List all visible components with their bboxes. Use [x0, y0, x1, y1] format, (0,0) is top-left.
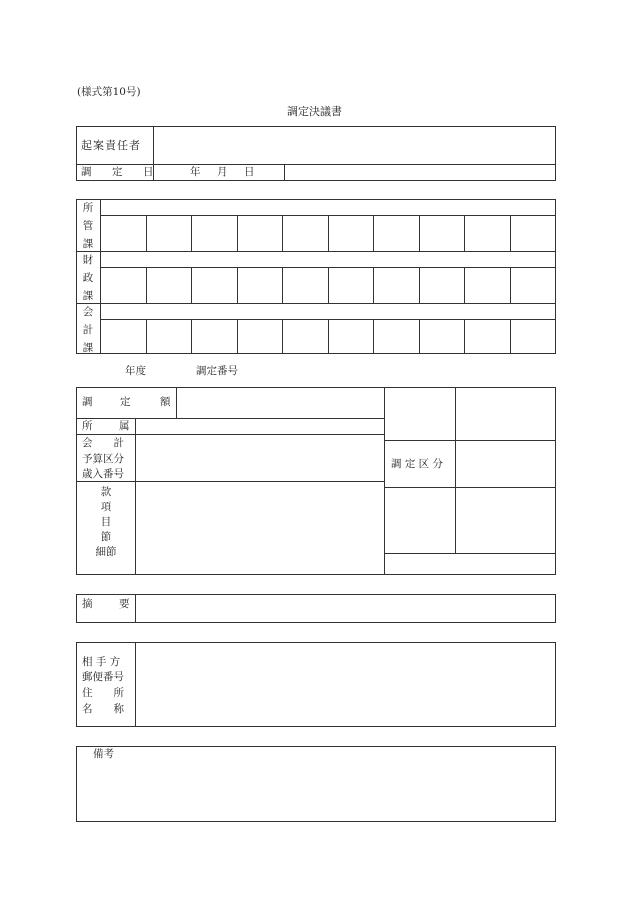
date-extra-field[interactable] — [285, 165, 555, 180]
form-number: (様式第10号) — [77, 86, 141, 98]
amount-label-char-2: 定 — [120, 396, 131, 408]
assessment-number-label: 調定番号 — [196, 365, 238, 377]
summary-label-char-1: 摘 — [82, 598, 93, 610]
affiliation-field[interactable] — [136, 419, 383, 434]
accounting-label-char-3: 課 — [82, 342, 94, 354]
item-kan: 款 — [100, 486, 112, 498]
item-saisetsu: 細節 — [95, 546, 117, 558]
item-moku: 目 — [100, 516, 112, 528]
accounting-label-char-1: 会 — [82, 306, 94, 318]
party-line-1: 相 手 方 — [82, 656, 121, 668]
fiscal-year-label: 年度 — [125, 365, 146, 377]
document-title: 調定決議書 — [287, 105, 342, 118]
finance-label-char-1: 財 — [82, 254, 94, 266]
dept-label-char-3: 課 — [82, 238, 94, 250]
drafter-field[interactable] — [154, 127, 555, 164]
accounting-field[interactable] — [136, 435, 383, 481]
party-line-3: 住 所 — [82, 687, 124, 699]
category-field[interactable] — [456, 441, 555, 487]
accounting-label-char-2: 計 — [82, 324, 94, 336]
affiliation-label-char-2: 属 — [119, 420, 130, 432]
approval-frame — [76, 199, 556, 354]
item-kou: 項 — [100, 501, 112, 513]
category-label: 調 定 区 分 — [391, 458, 444, 470]
party-line-2: 郵便番号 — [82, 671, 124, 683]
summary-field[interactable] — [136, 595, 555, 622]
finance-label-char-2: 政 — [82, 272, 94, 284]
item-setsu: 節 — [100, 531, 112, 543]
items-field[interactable] — [136, 482, 383, 574]
date-label: 調 定 日 — [81, 166, 159, 178]
date-value[interactable]: 年 月 日 — [190, 166, 258, 178]
summary-label-char-2: 要 — [119, 598, 130, 610]
remarks-label: 備考 — [93, 748, 114, 760]
account-line-2: 予算区分 — [82, 453, 124, 465]
drafter-label: 起案責任者 — [81, 139, 141, 152]
party-line-4: 名 称 — [82, 703, 124, 715]
amount-field[interactable] — [177, 388, 383, 418]
affiliation-label-char-1: 所 — [82, 420, 93, 432]
account-line-3: 歳入番号 — [82, 468, 124, 480]
finance-label-char-3: 課 — [82, 290, 94, 302]
counterparty-field[interactable] — [136, 643, 555, 726]
amount-label-char-1: 調 — [82, 396, 93, 408]
amount-label-char-3: 額 — [160, 396, 171, 408]
dept-label-char-2: 管 — [82, 220, 94, 232]
dept-label-char-1: 所 — [82, 202, 94, 214]
account-line-1: 会 計 — [82, 437, 124, 449]
remarks-field[interactable] — [77, 763, 555, 821]
